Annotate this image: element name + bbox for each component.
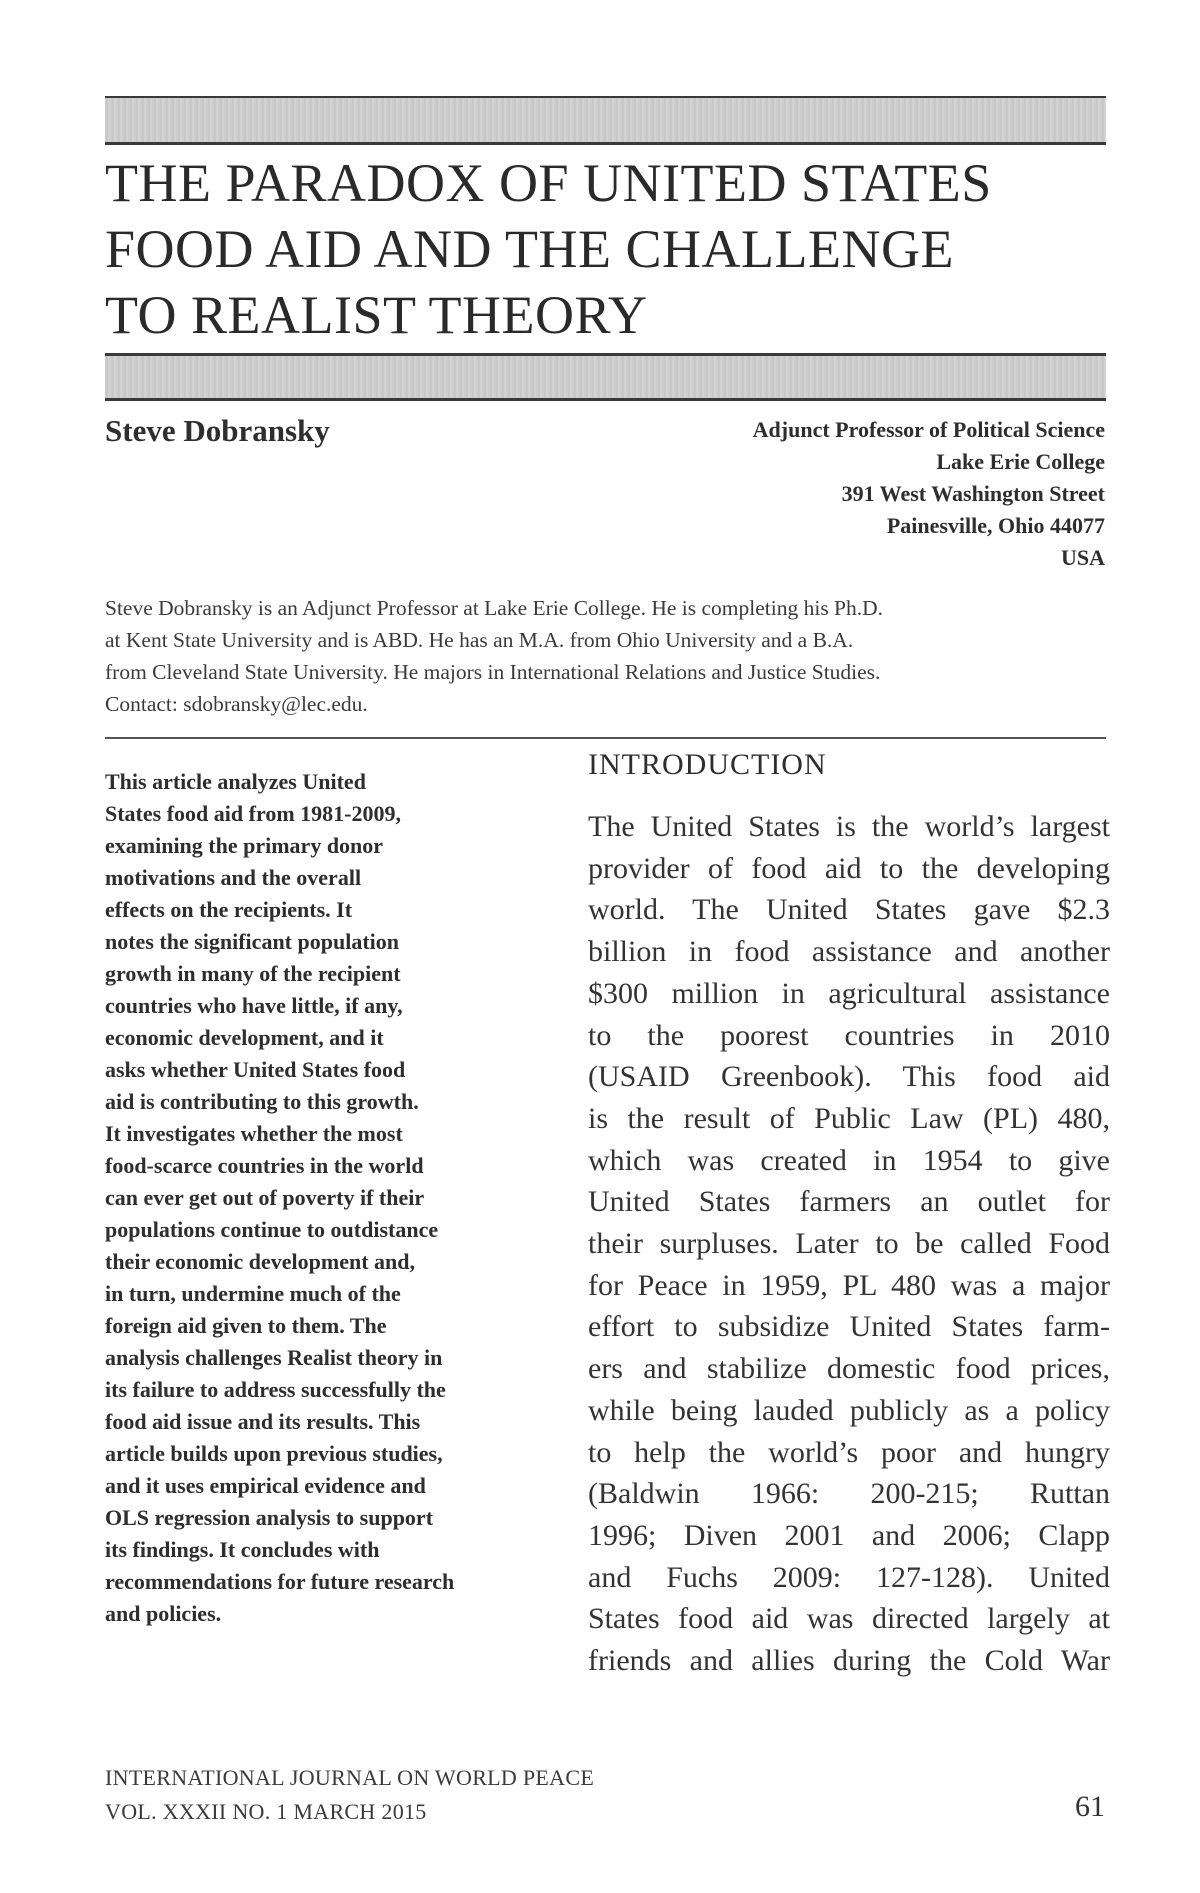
body-line: The United States is the world’s largest: [588, 810, 1110, 843]
abstract-line: article builds upon previous studies,: [105, 1441, 443, 1466]
title-top-band: [105, 98, 1106, 142]
body-line: 1996; Diven 2001 and 2006; Clapp: [588, 1518, 1110, 1552]
abstract-line: populations continue to outdistance: [105, 1217, 439, 1242]
abstract-line: effects on the recipients. It: [105, 897, 353, 922]
affiliation-line: 391 West Washington Street: [841, 481, 1105, 506]
body-line: friends and allies during the Cold War: [588, 1644, 1110, 1678]
abstract-line: foreign aid given to them. The: [105, 1313, 387, 1338]
body-line: provider of food aid to the developing: [588, 851, 1110, 885]
abstract-line: motivations and the overall: [105, 865, 362, 890]
abstract-line: countries who have little, if any,: [105, 993, 403, 1018]
body-line: United States farmers an outlet for: [588, 1185, 1110, 1219]
affiliation-line: Adjunct Professor of Political Science: [752, 417, 1105, 442]
abstract-line: and it uses empirical evidence and: [105, 1473, 426, 1498]
bio-divider: [105, 737, 1106, 739]
body-line: is the result of Public Law (PL) 480,: [588, 1101, 1110, 1135]
body-line: effort to subsidize United States farm-: [588, 1310, 1110, 1344]
bio-line: from Cleveland State University. He majors in International Relations and Justice Studies.: [105, 660, 881, 684]
abstract-line: It investigates whether the most: [105, 1121, 403, 1146]
abstract: [105, 766, 565, 1630]
abstract-line: economic development, and it: [105, 1025, 384, 1050]
title-line: TO REALIST THEORY: [105, 285, 648, 345]
journal-footer: [105, 1761, 594, 1829]
affiliation-line: Painesville, Ohio 44077: [886, 513, 1105, 538]
abstract-line: its findings. It concludes with: [105, 1537, 380, 1562]
body-line: (USAID Greenbook). This food aid: [588, 1060, 1110, 1094]
abstract-line: their economic development and,: [105, 1249, 416, 1274]
abstract-line: growth in many of the recipient: [105, 961, 401, 986]
abstract-line: asks whether United States food: [105, 1057, 406, 1082]
body-line: their surpluses. Later to be called Food: [588, 1227, 1110, 1261]
body-line: to help the world’s poor and hungry: [588, 1435, 1110, 1469]
body-line: and Fuchs 2009: 127-128). United: [588, 1560, 1110, 1594]
abstract-line: This article analyzes United: [105, 769, 366, 794]
abstract-line: can ever get out of poverty if their: [105, 1185, 425, 1210]
journal-name: INTERNATIONAL JOURNAL ON WORLD PEACE: [105, 1765, 595, 1790]
bio-line: Contact: sdobransky@lec.edu.: [105, 692, 368, 716]
article-title: [105, 150, 1105, 348]
author-affiliation: [753, 414, 1105, 574]
abstract-line: recommendations for future research: [105, 1569, 455, 1594]
title-line: FOOD AID AND THE CHALLENGE: [105, 219, 954, 279]
bio-line: Steve Dobransky is an Adjunct Professor at Lake Erie College. He is completing his Ph.D.: [105, 596, 884, 620]
author-bio: [105, 592, 1110, 720]
bio-line: at Kent State University and is ABD. He has an M.A. from Ohio University and a B.A.: [105, 628, 854, 652]
abstract-line: notes the significant population: [105, 929, 399, 954]
body-line: $300 million in agricultural assistance: [588, 976, 1110, 1010]
abstract-line: examining the primary donor: [105, 833, 384, 858]
section-heading-introduction: INTRODUCTION: [588, 748, 827, 781]
page-number: 61: [1075, 1790, 1105, 1823]
abstract-line: aid is contributing to this growth.: [105, 1089, 419, 1114]
journal-issue: VOL. XXXII NO. 1 MARCH 2015: [105, 1799, 427, 1824]
body-line: to the poorest countries in 2010: [588, 1018, 1110, 1052]
title-line: THE PARADOX OF UNITED STATES: [105, 153, 992, 213]
abstract-line: food-scarce countries in the world: [105, 1153, 424, 1178]
body-line: (Baldwin 1966: 200-215; Ruttan: [588, 1477, 1110, 1511]
abstract-line: OLS regression analysis to support: [105, 1505, 434, 1530]
abstract-line: food aid issue and its results. This: [105, 1409, 421, 1434]
abstract-line: and policies.: [105, 1601, 222, 1626]
body-line: world. The United States gave $2.3: [588, 893, 1110, 927]
body-line: for Peace in 1959, PL 480 was a major: [588, 1268, 1110, 1302]
abstract-line: its failure to address successfully the: [105, 1377, 446, 1402]
body-line: States food aid was directed largely at: [588, 1602, 1110, 1636]
abstract-line: analysis challenges Realist theory in: [105, 1345, 443, 1370]
author-name: Steve Dobransky: [105, 413, 330, 448]
body-line: while being lauded publicly as a policy: [588, 1393, 1110, 1427]
body-line: which was created in 1954 to give: [588, 1143, 1110, 1177]
body-line: billion in food assistance and another: [588, 935, 1110, 969]
affiliation-line: Lake Erie College: [936, 449, 1105, 474]
body-line: ers and stabilize domestic food prices,: [588, 1352, 1110, 1386]
header-divider: [105, 398, 1106, 401]
introduction-body: [588, 806, 1110, 1682]
affiliation-line: USA: [1060, 545, 1105, 570]
abstract-line: States food aid from 1981-2009,: [105, 801, 401, 826]
title-top-rule: [105, 142, 1106, 145]
title-bottom-band: [105, 356, 1106, 398]
abstract-line: in turn, undermine much of the: [105, 1281, 401, 1306]
